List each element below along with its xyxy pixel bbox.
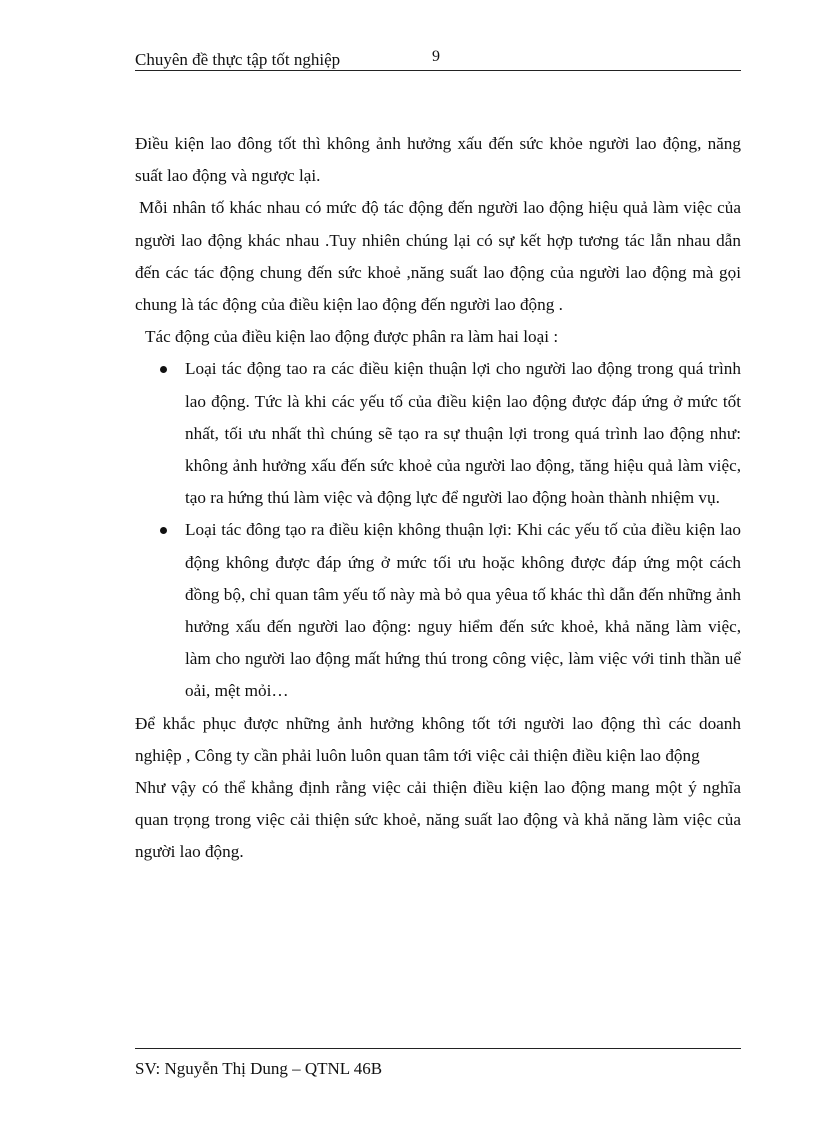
paragraph-3: Tác động của điều kiện lao động được phân ra làm hai loại :	[145, 327, 559, 347]
page-footer	[135, 1048, 741, 1079]
document-body	[135, 128, 741, 869]
paragraph-4: Để khắc phục được những ảnh hưởng không tốt tới người lao động thì các doanh nghiệp , Công ty cần phải luôn luôn quan tâm tới việc cải thiện điều kiện lao động	[135, 713, 741, 765]
paragraph-5: Như vậy có thể khẳng định rằng việc cải thiện điều kiện lao động mang một ý nghĩa quan trọng trong việc cải thiện sức khoẻ, năng suất lao động và khả năng làm việc của người lao động.	[135, 778, 741, 862]
page-header	[135, 48, 741, 71]
author-info: SV: Nguyễn Thị Dung – QTNL 46B	[135, 1059, 383, 1078]
bullet-list	[135, 353, 741, 707]
bullet-text: Loại tác đông tạo ra điều kiện không thuận lợi: Khi các yếu tố của điều kiện lao động không được đáp ứng ở mức tối ưu hoặc không được đáp ứng một cách đồng bộ, chỉ quan tâm yếu tố này mà bỏ qua yêua tố khác thì dẫn đến những ảnh hưởng xấu đến người lao động: nguy hiểm đến sức khoẻ, khả năng làm việc, làm cho người lao động mất hứng thú trong công việc, làm việc với tinh thần uể oải, mệt mỏi…	[185, 520, 741, 701]
paragraph-1: Điều kiện lao đông tốt thì không ảnh hưởng xấu đến sức khỏe người lao động, năng suất lao động và ngược lại.	[135, 134, 741, 186]
document-title: Chuyên đề thực tập tốt nghiệp	[135, 50, 341, 69]
bullet-text: Loại tác động tao ra các điều kiện thuận lợi cho người lao động trong quá trình lao động. Tức là khi các yếu tố của điều kiện lao động được đáp ứng ở mức tốt nhất, tối ưu nhất thì chúng sẽ tạo ra sự thuận lợi trong quá trình lao động như: không ảnh hưởng xấu đến sức khoẻ của người lao động, tăng hiệu quả làm việc, tạo ra hứng thú làm việc và động lực để người lao động hoàn thành nhiệm vụ.	[185, 359, 741, 508]
bullet-icon	[160, 527, 167, 534]
bullet-icon	[160, 366, 167, 373]
bullet-item	[185, 514, 741, 707]
page-number: 9	[432, 48, 440, 65]
paragraph-2: Mỗi nhân tố khác nhau có mức độ tác động đến người lao động hiệu quả làm việc của người lao động khác nhau .Tuy nhiên chúng lại có sự kết hợp tương tác lẫn nhau dẫn đến các tác động chung đến sức khoẻ ,năng suất lao động của người lao động mà gọi chung là tác động của điều kiện lao động đến người lao động .	[135, 198, 741, 315]
bullet-item	[185, 353, 741, 514]
